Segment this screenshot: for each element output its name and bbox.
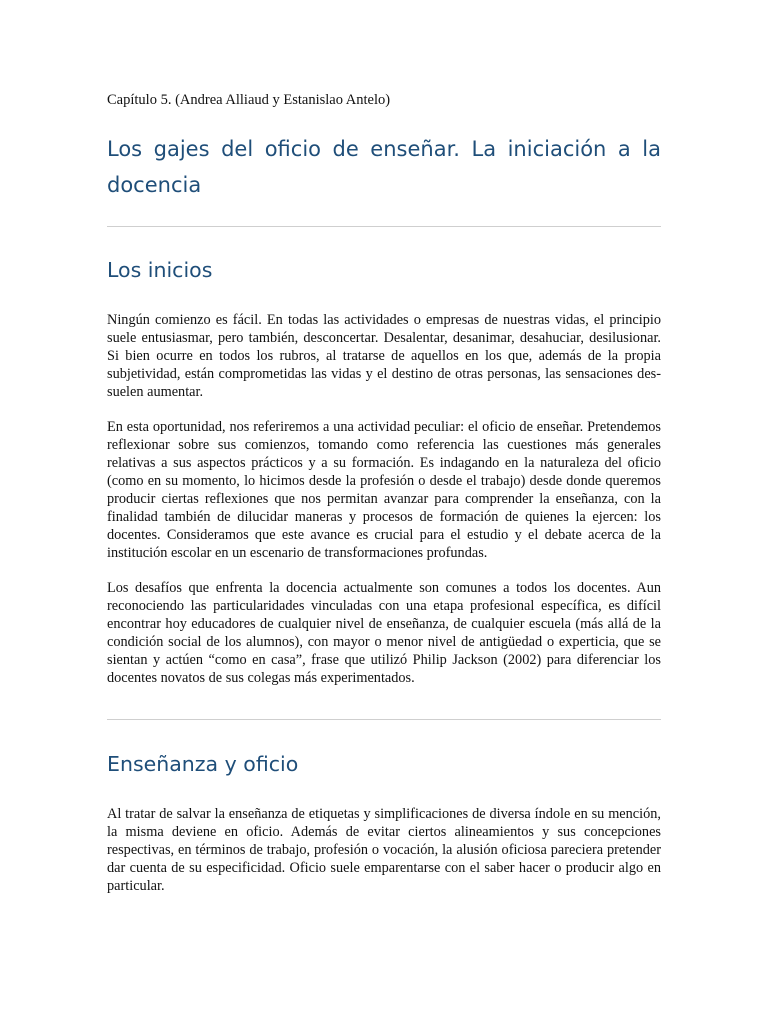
horizontal-rule (107, 719, 661, 720)
paragraph: Ningún comienzo es fácil. En todas las actividades o empresas de nuestras vidas, el principio suele entusiasmar, pero también, desconcertar. Desalentar, desanimar, desahuciar, desilusionar. Si bien ocurre en todos los rubros, al tratarse de aquellos en los que, además de la propia subjetividad, están comprometidas las vidas y el destino de otras personas, las sensaciones des- suelen aumentar. (107, 312, 661, 400)
section-heading-los-inicios: Los inicios (107, 258, 213, 282)
section-heading-ensenanza-y-oficio: Enseñanza y oficio (107, 752, 299, 776)
horizontal-rule (107, 226, 661, 227)
paragraph: En esta oportunidad, nos referiremos a una actividad peculiar: el oficio de enseñar. Pretendemos reflexionar sobre sus comienzos, tomando como referencia las cuestiones más generales relativas a sus aspectos prácticos y a su formación. Es indagando en la naturaleza del oficio (como en su momento, lo hicimos desde la profesión o desde el trabajo) desde donde queremos producir ciertas reflexiones que nos permitan avanzar para comprender la enseñanza, con la finalidad también de dilucidar maneras y procesos de formación de quienes la ejercen: los docentes. Consideramos que este avance es crucial para el estudio y el debate acerca de la institución escolar en un escenario de transformaciones profundas. (107, 419, 661, 561)
chapter-line: Capítulo 5. (Andrea Alliaud y Estanislao Antelo) (107, 92, 391, 108)
paragraph: Al tratar de salvar la enseñanza de etiquetas y simplificaciones de diversa índole en su mención, la misma deviene en oficio. Además de evitar ciertos alineamientos y sus concepciones respectivas, en términos de trabajo, profesión o vocación, la alusión oficiosa pareciera pretender dar cuenta de su especificidad. Oficio suele emparentarse con el saber hacer o producir algo en particular. (107, 806, 661, 894)
paragraph: Los desafíos que enfrenta la docencia actualmente son comunes a todos los docentes. Aun reconociendo las particularidades vinculadas con una etapa profesional específica, es difícil encontrar hoy educadores de cualquier nivel de enseñanza, de cualquier escuela (más allá de la condición social de los alumnos), con mayor o menor nivel de antigüedad o experticia, que se sientan y actúen “como en casa”, frase que utilizó Philip Jackson (2002) para diferenciar los docentes novatos de sus colegas más experimentados. (107, 580, 661, 686)
document-title: Los gajes del oficio de enseñar. La iniciación a la docencia (107, 137, 661, 197)
